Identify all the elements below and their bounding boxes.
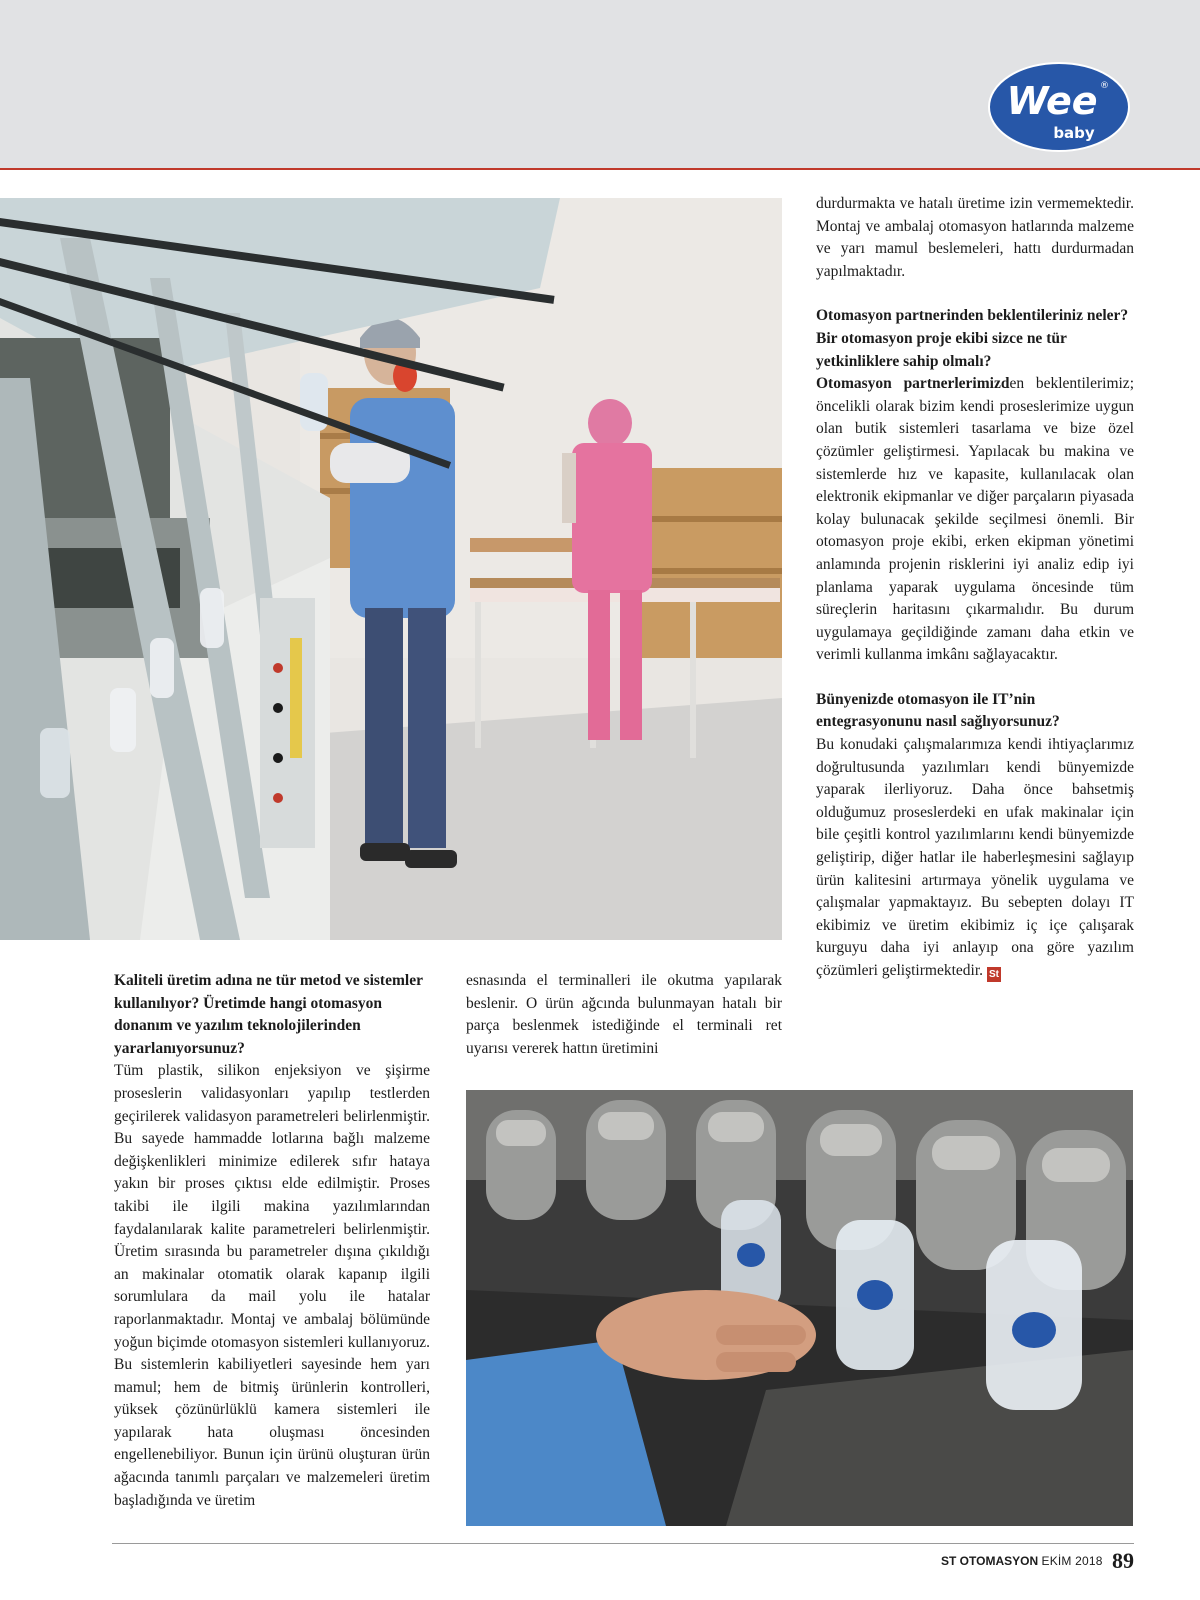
footer-rule	[112, 1543, 1134, 1544]
wee-baby-logo	[988, 62, 1130, 152]
question-quality-methods: Kaliteli üretim adına ne tür metod ve sistemler kullanılıyor? Üretimde hangi otomasyon donanım ve yazılım teknolojilerinden yararlanıyorsunuz?	[114, 972, 423, 1057]
logo-subword: baby	[1053, 124, 1095, 142]
answer-continuation: esnasında el terminalleri ile okutma yapılarak beslenir. O ürün ağcında bulunmayan hatalı bir parça beslenmek istediğinde el terminali ret uyarısı vererek hattın üretimini	[466, 972, 782, 1057]
magazine-name: ST OTOMASYON	[941, 1554, 1039, 1568]
answer-automation-partner-body: en beklentilerimiz; öncelikli olarak bizim kendi proseslerimize uygun olan butik sistemleri tasarlama ve bize özel çözümler geliştirmesi. Yapılacak bu makina ve sistemlerde hız ve kapasite, kullanılacak olan elektronik ekipmanlar ve diğer parçaların piyasada kolay bulunacak şekilde seçilmesi önemli. Bir otomasyon proje ekibi, erken ekipman yönetimi anlamında projenin risklerini iyi analiz edip iyi planlama yaparak uygulama öncesinde tüm süreçlerin haritasını çıkarmalıdır. Bu durum uygulamaya geçildiğinde zamanı daha etkin ve verimli kullanma imkânı sağlayacaktır.	[816, 375, 1134, 664]
answer-lead-continuation: durdurmakta ve hatalı üretime izin vermemektedir. Montaj ve ambalaj otomasyon hatlarında malzeme ve yarı mamul beslemeleri, hattı durdurmadan yapılmaktadır.	[816, 195, 1134, 280]
page-footer	[941, 1548, 1134, 1574]
bottles-photo	[466, 1090, 1133, 1526]
svg-text:®: ®	[1100, 81, 1109, 91]
question-it-integration: Bünyenizde otomasyon ile IT’nin entegrasyonunu nasıl sağlıyorsunuz?	[816, 690, 1060, 731]
issue-date: EKİM 2018	[1041, 1554, 1103, 1568]
answer-it-integration	[816, 734, 1134, 983]
answer-automation-partner	[816, 373, 1134, 667]
question-automation-partner: Otomasyon partnerinden beklentileriniz neler? Bir otomasyon proje ekibi sizce ne tür yetkinliklere sahip olmalı?	[816, 307, 1129, 370]
article-column-1	[114, 970, 430, 1512]
page-number: 89	[1112, 1548, 1134, 1573]
answer-automation-partner-lead: Otomasyon partnerlerimizd	[816, 375, 1010, 393]
article-column-3	[816, 193, 1134, 983]
article-column-2	[466, 970, 782, 1060]
baby-bottle-machine-photo-icon	[466, 1090, 1133, 1526]
factory-photo	[0, 198, 782, 940]
header-rule	[0, 168, 1200, 170]
factory-workers-photo-icon	[0, 198, 782, 940]
answer-it-integration-body: Bu konudaki çalışmalarımıza kendi ihtiyaçlarımız doğrultusunda yazılımları kendi bünyemizde yaparak ilerliyoruz. Daha önce bahsetmiş olduğumuz proseslerdeki en ufak makinalar için bile çeşitli kontrol yazılımlarını kendi bünyemizde geliştirip, diğer hatlar ile haberleşmesini sağlayıp ürün kalitesini artırmaya yönelik uygulama ve çalışmalar yapmaktayız. Bu sebepten dolayı IT ekibimiz ve üretim ekibimiz iç içe çalışarak kurguyu daha iyi anlayıp ona göre yazılım çözümleri geliştirmektedir.	[816, 736, 1134, 979]
article-end-mark: St	[989, 969, 1000, 980]
logo-wordmark: Wee	[1006, 79, 1098, 123]
answer-quality-methods: Tüm plastik, silikon enjeksiyon ve şişirme proseslerin validasyonları yapılıp testlerden geçirilerek validasyon parametreleri belirlenmiştir. Bu sayede hammadde lotlarına bağlı malzeme değişkenlikleri minimize edilerek sıfır hataya yakın bir proses çıktısı elde edilmiştir. Proses takibi ile ilgili makina yazılımlarından faydalanılarak kalite parametreleri belirlenmiştir. Üretim sırasında bu parametreler dışına çıkıldığı an makinalar otomatik olarak kapanıp ilgili sorumlulara da mail yolu ile hatalar raporlanmaktadır. Montaj ve ambalaj bölümünde yoğun biçimde otomasyon sistemleri kullanıyoruz. Bu sistemlerin kabiliyetleri sayesinde hem yarı mamul; hem de bitmiş ürünlerin kontrolleri, yüksek çözünürlüklü kamera sistemleri ile yapılarak hata oluşması öncesinden engellenebiliyor. Bunun için ürünü oluşturan ürün ağacında tanımlı parçaları ve malzemeleri üretim başladığında ve üretim	[114, 1062, 430, 1509]
